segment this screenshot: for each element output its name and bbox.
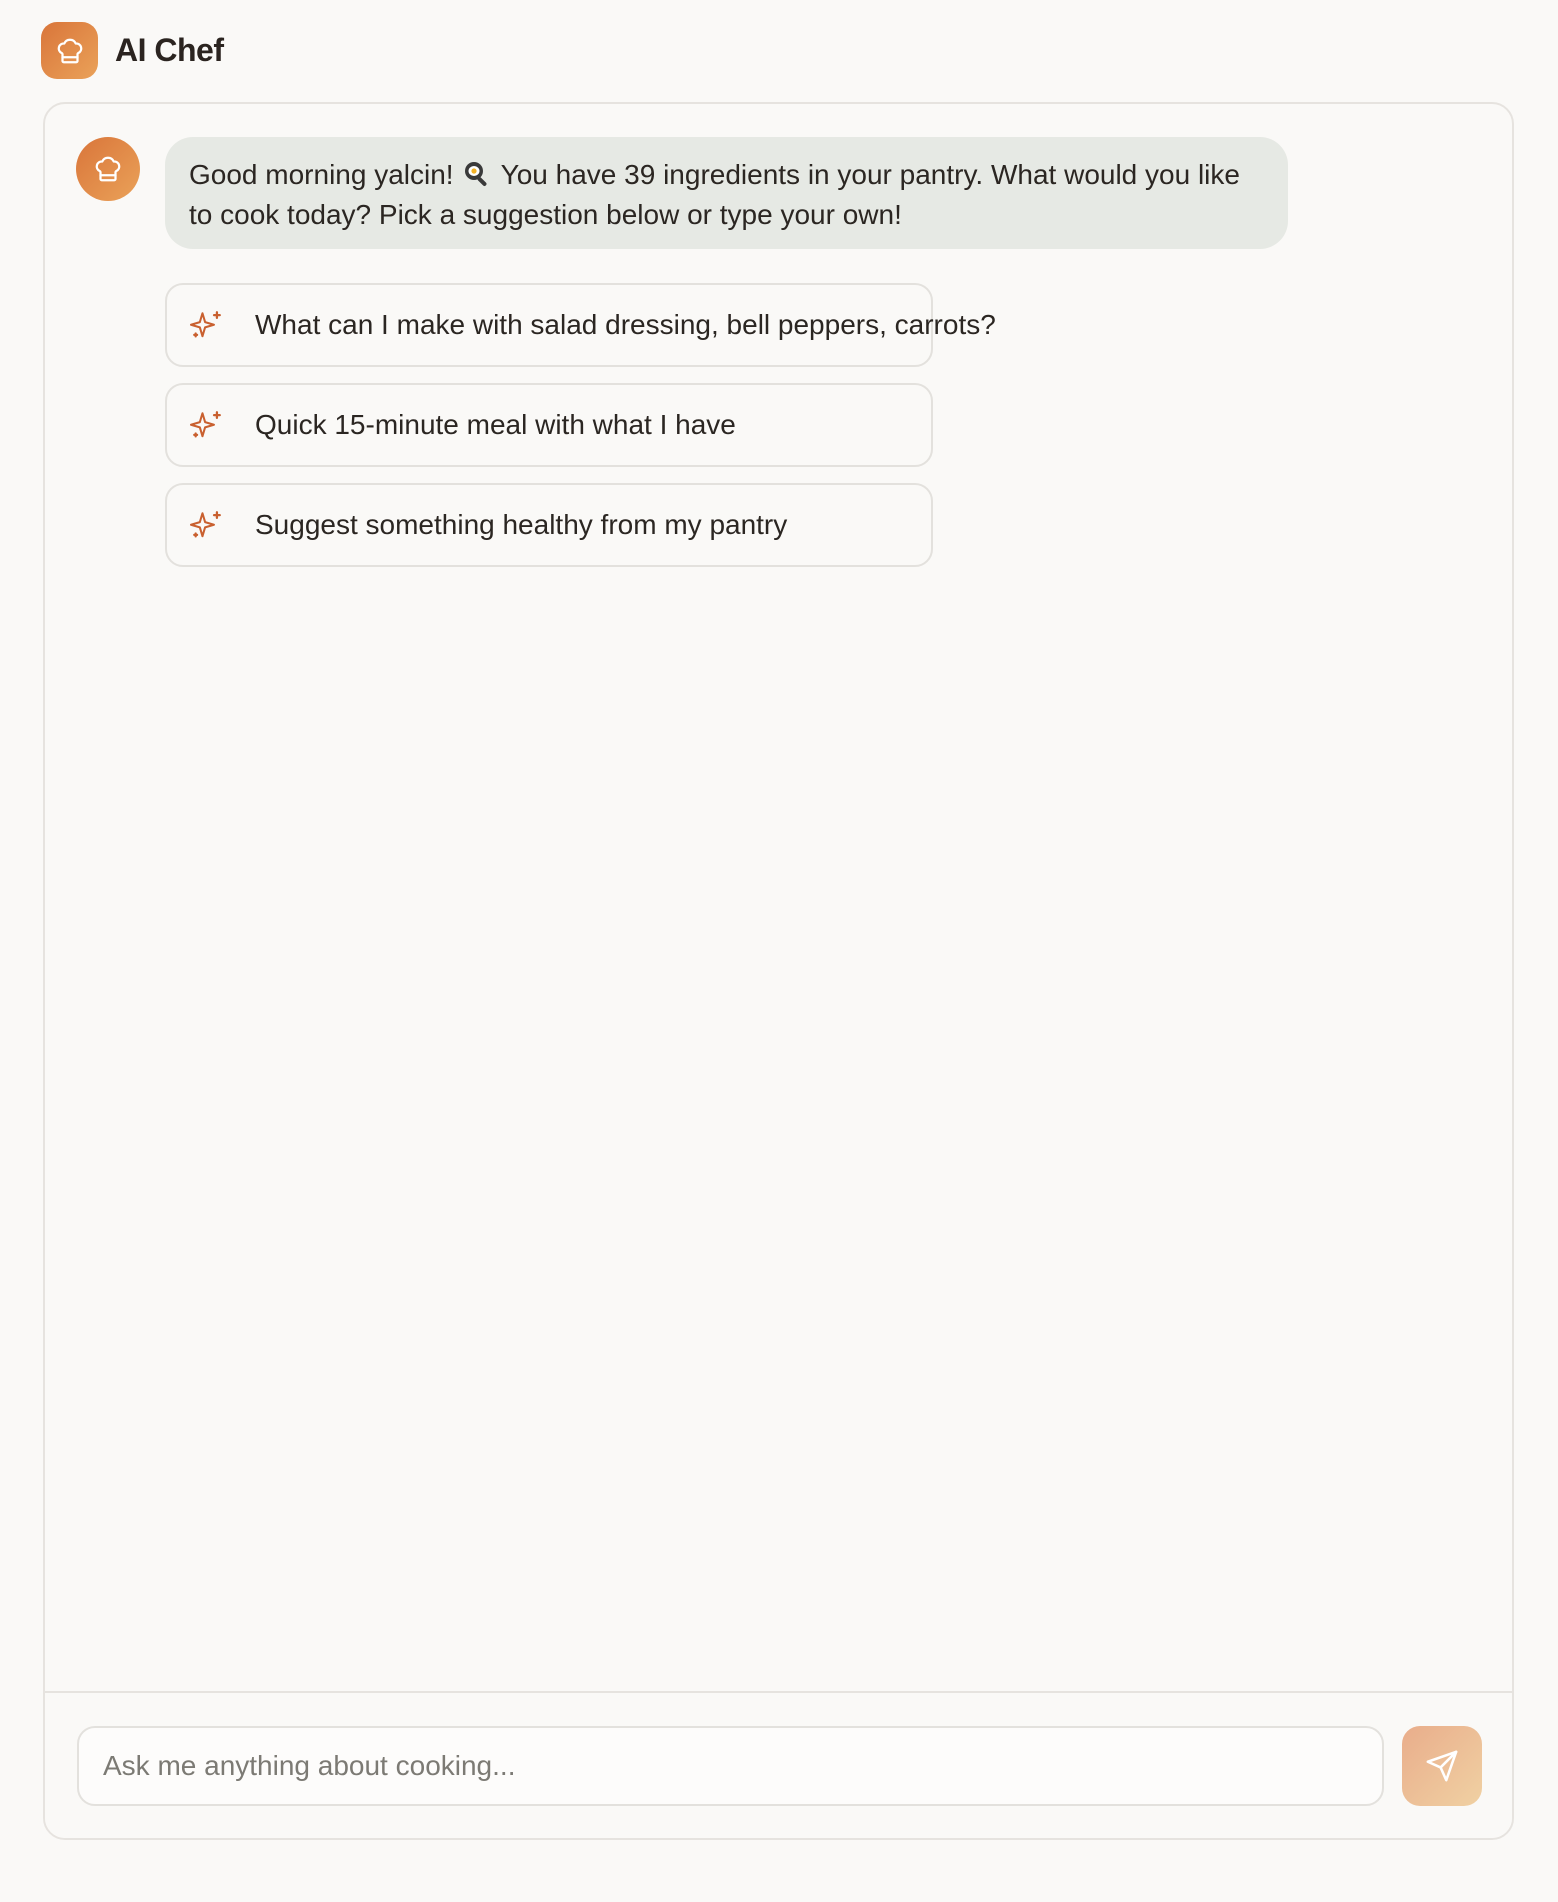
chat-input[interactable]	[77, 1726, 1384, 1806]
composer	[45, 1691, 1512, 1838]
sparkles-icon	[189, 407, 225, 443]
suggestion-label: Suggest something healthy from my pantry	[255, 509, 788, 540]
bot-avatar	[76, 137, 140, 201]
suggestion-button[interactable]	[165, 283, 996, 367]
suggestion-label: What can I make with salad dressing, bell peppers, carrots?	[255, 309, 996, 340]
app-header	[41, 22, 224, 79]
send-icon	[1425, 1749, 1459, 1783]
suggestion-label: Quick 15-minute meal with what I have	[255, 409, 736, 440]
chat-panel	[43, 102, 1514, 1840]
message-list	[45, 104, 1512, 1694]
app-title: AI Chef	[115, 32, 224, 68]
sparkles-icon	[189, 307, 225, 343]
suggestion-button[interactable]	[165, 483, 933, 567]
chef-hat-icon	[41, 22, 98, 79]
greeting-text-end: You have 39 ingredients in your pantry. What would you like to cook today? Pick a suggestion below or type your own!	[189, 159, 1240, 230]
assistant-message	[165, 137, 1288, 249]
sparkles-icon	[189, 507, 225, 543]
chef-hat-icon	[93, 154, 123, 184]
send-button[interactable]	[1402, 1726, 1482, 1806]
greeting-text-start: Good morning yalcin!	[189, 159, 462, 190]
cooking-pan-emoji	[463, 160, 491, 188]
suggestion-button[interactable]	[165, 383, 933, 467]
